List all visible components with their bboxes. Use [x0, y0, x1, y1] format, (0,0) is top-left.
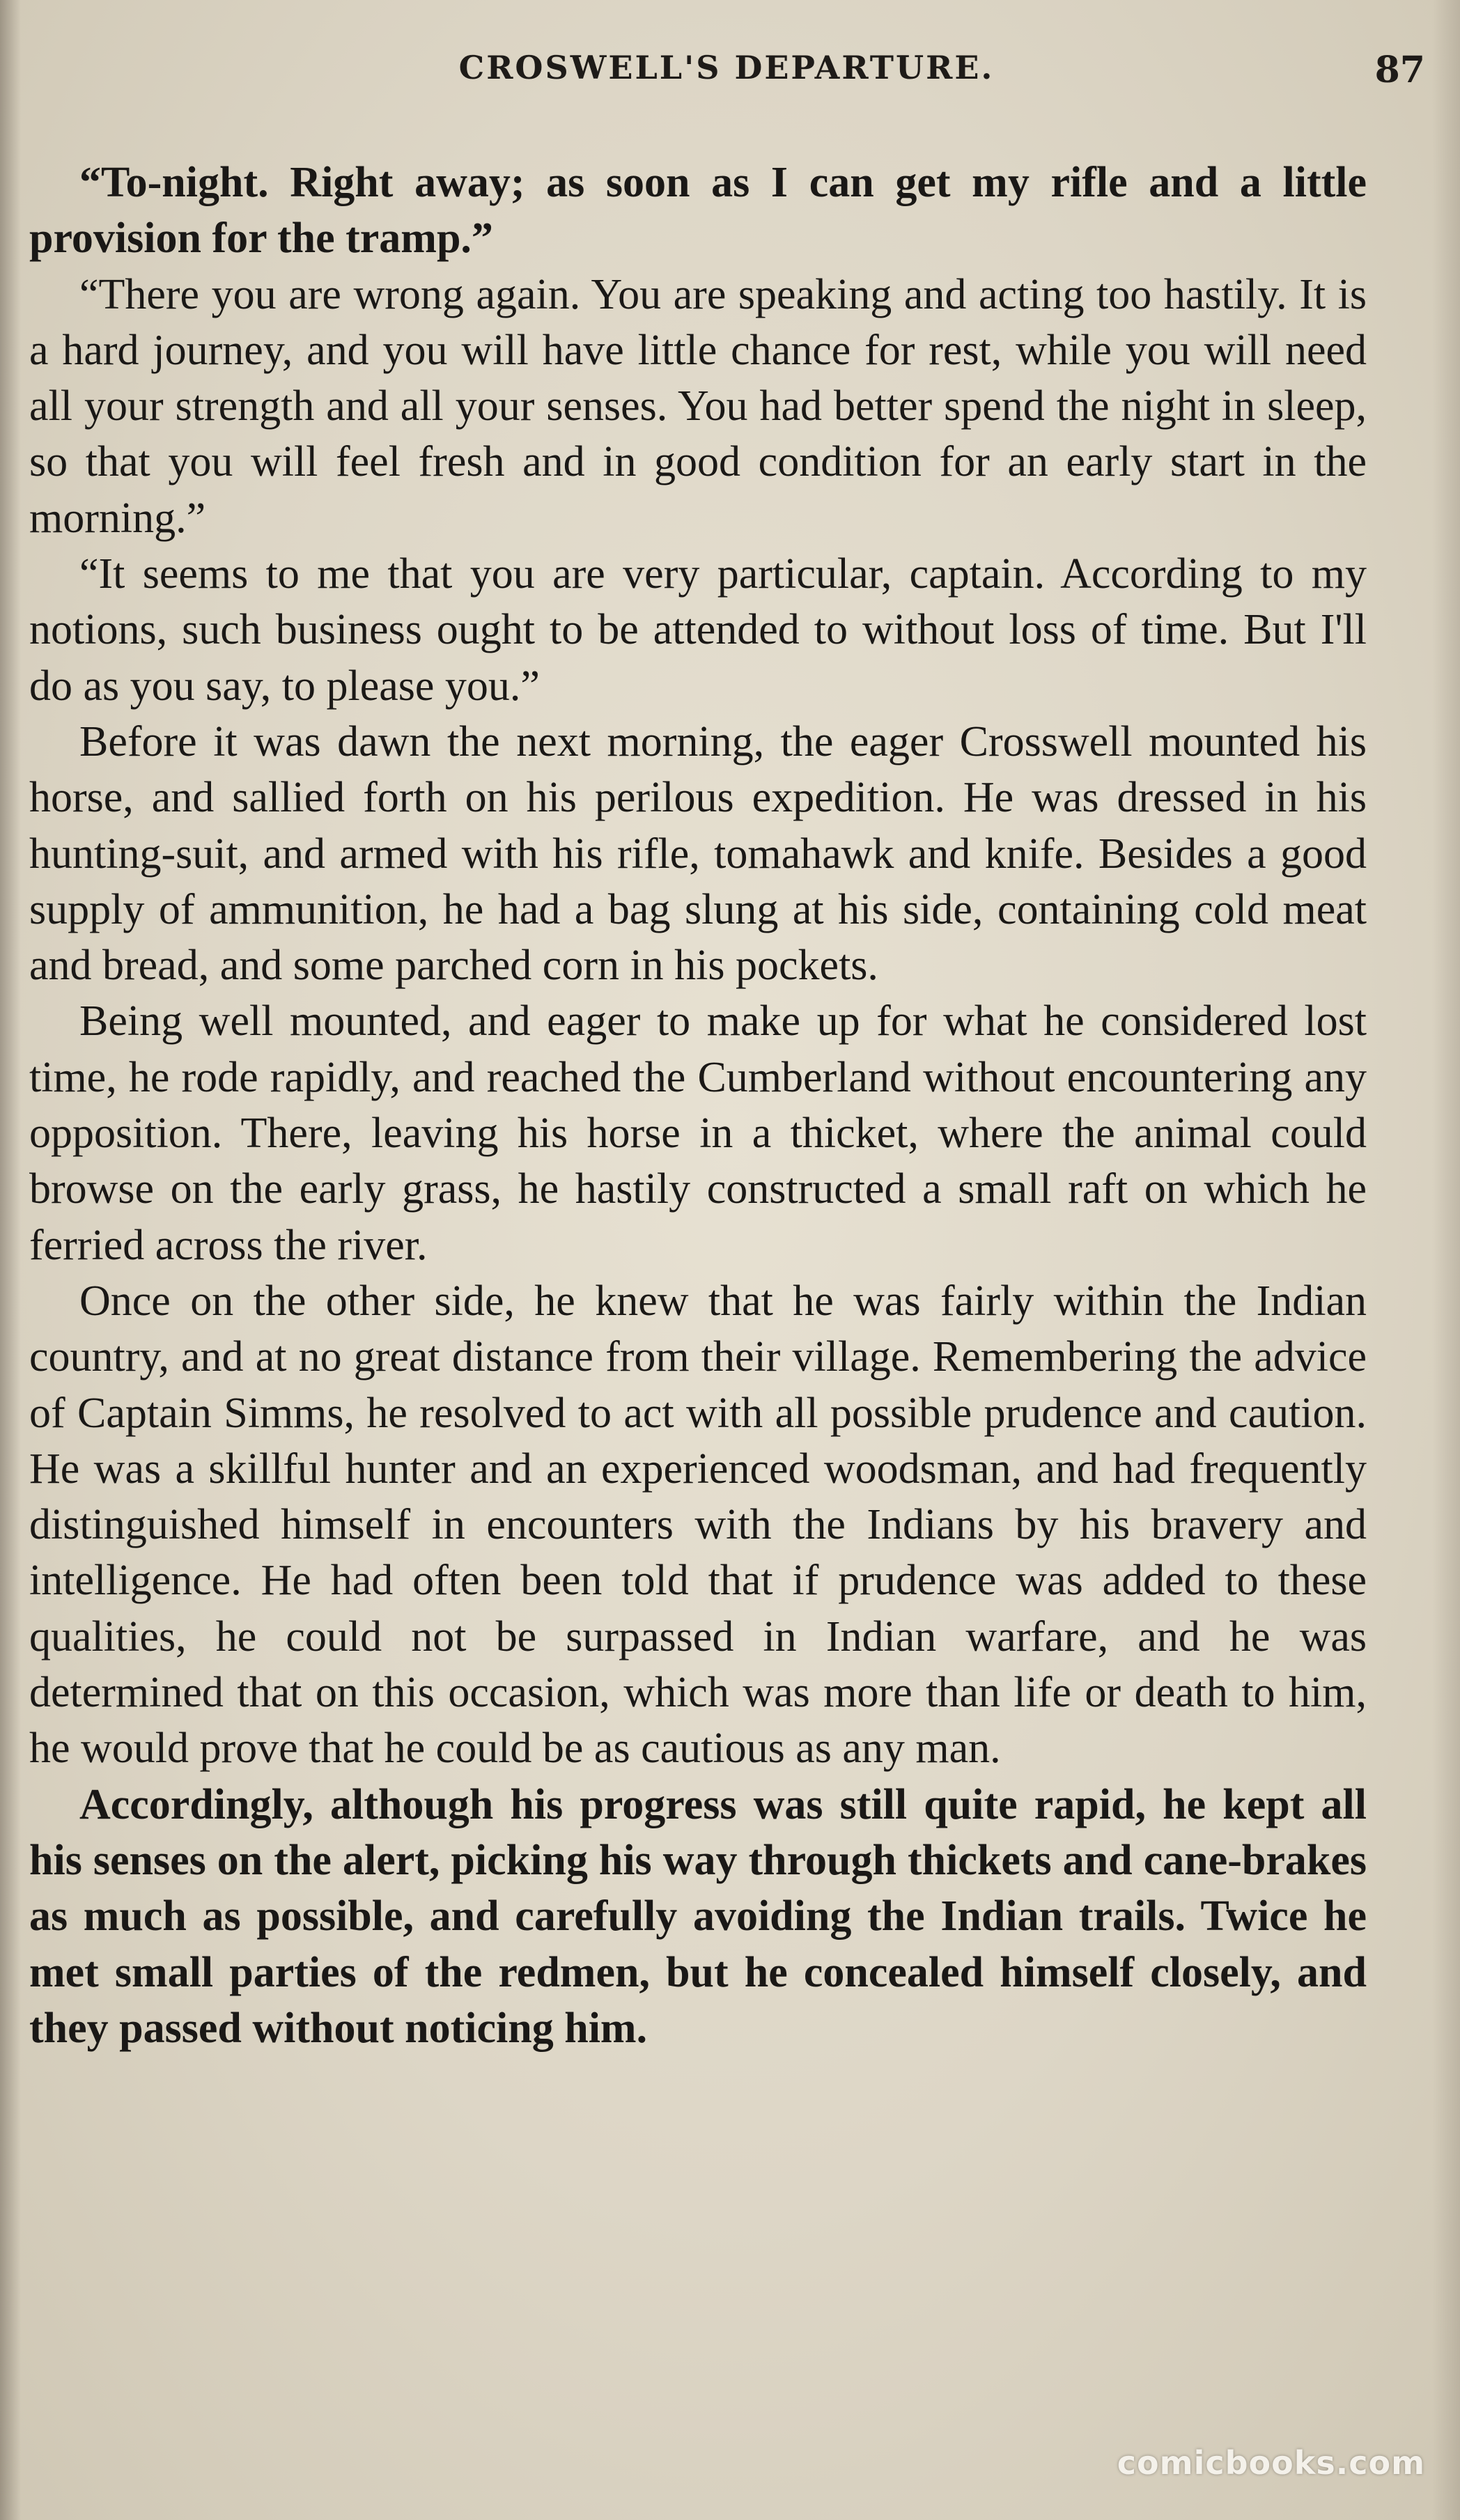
- page-number: 87: [1374, 49, 1425, 91]
- paragraph-1: “To-night. Right away; as soon as I can get my rifle and a little provision for the tramp.”: [29, 159, 1367, 263]
- running-title: CROSWELL'S DEPARTURE.: [458, 49, 995, 86]
- watermark: comicbooks.com: [1117, 2444, 1425, 2482]
- paragraph-3: “It seems to me that you are very particular, captain. According to my notions, such business ought to be attended to without loss of time. But I'll do as you say, to please you.”: [29, 550, 1367, 710]
- paragraph-6: Once on the other side, he knew that he was fairly within the Indian country, and at no great distance from their village. Remembering the advice of Captain Simms, he resolved to act with all possible prudence and caution. He was a skillful hunter and an experienced woodsman, and had frequently distinguished himself in encounters with the Indians by his bravery and intelligence. He had often been told that if prudence was added to these qualities, he could not be surpassed in Indian warfare, and he was determined that on this occasion, which was more than life or death to him, he would prove that he could be as cautious as any man.: [29, 1277, 1367, 1773]
- paragraph-4: Before it was dawn the next morning, the eager Crosswell mounted his horse, and sallied forth on his perilous expedition. He was dressed in his hunting-suit, and armed with his rifle, tomahawk and knife. Besides a good supply of ammunition, he had a bag slung at his side, containing cold meat and bread, and some parched corn in his pockets.: [29, 717, 1367, 990]
- paragraph-5: Being well mounted, and eager to make up for what he considered lost time, he rode rapidly, and reached the Cumberland without encountering any opposition. There, leaving his horse in a thicket, where the animal could browse on the early grass, he hastily constructed a small raft on which he ferried across the river.: [29, 997, 1367, 1269]
- running-head: [28, 49, 1425, 98]
- body-text: [29, 155, 1367, 2056]
- paragraph-7: Accordingly, although his progress was still quite rapid, he kept all his senses on the alert, picking his way through thickets and cane-brakes as much as possible, and carefully avoiding the Indian trails. Twice he met small parties of the redmen, but he concealed himself closely, and they passed without noticing him.: [29, 1780, 1367, 2052]
- paragraph-2: “There you are wrong again. You are speaking and acting too hastily. It is a hard journey, and you will have little chance for rest, while you will need all your strength and all your senses. You had better spend the night in sleep, so that you will feel fresh and in good condition for an early start in the morning.”: [29, 270, 1367, 542]
